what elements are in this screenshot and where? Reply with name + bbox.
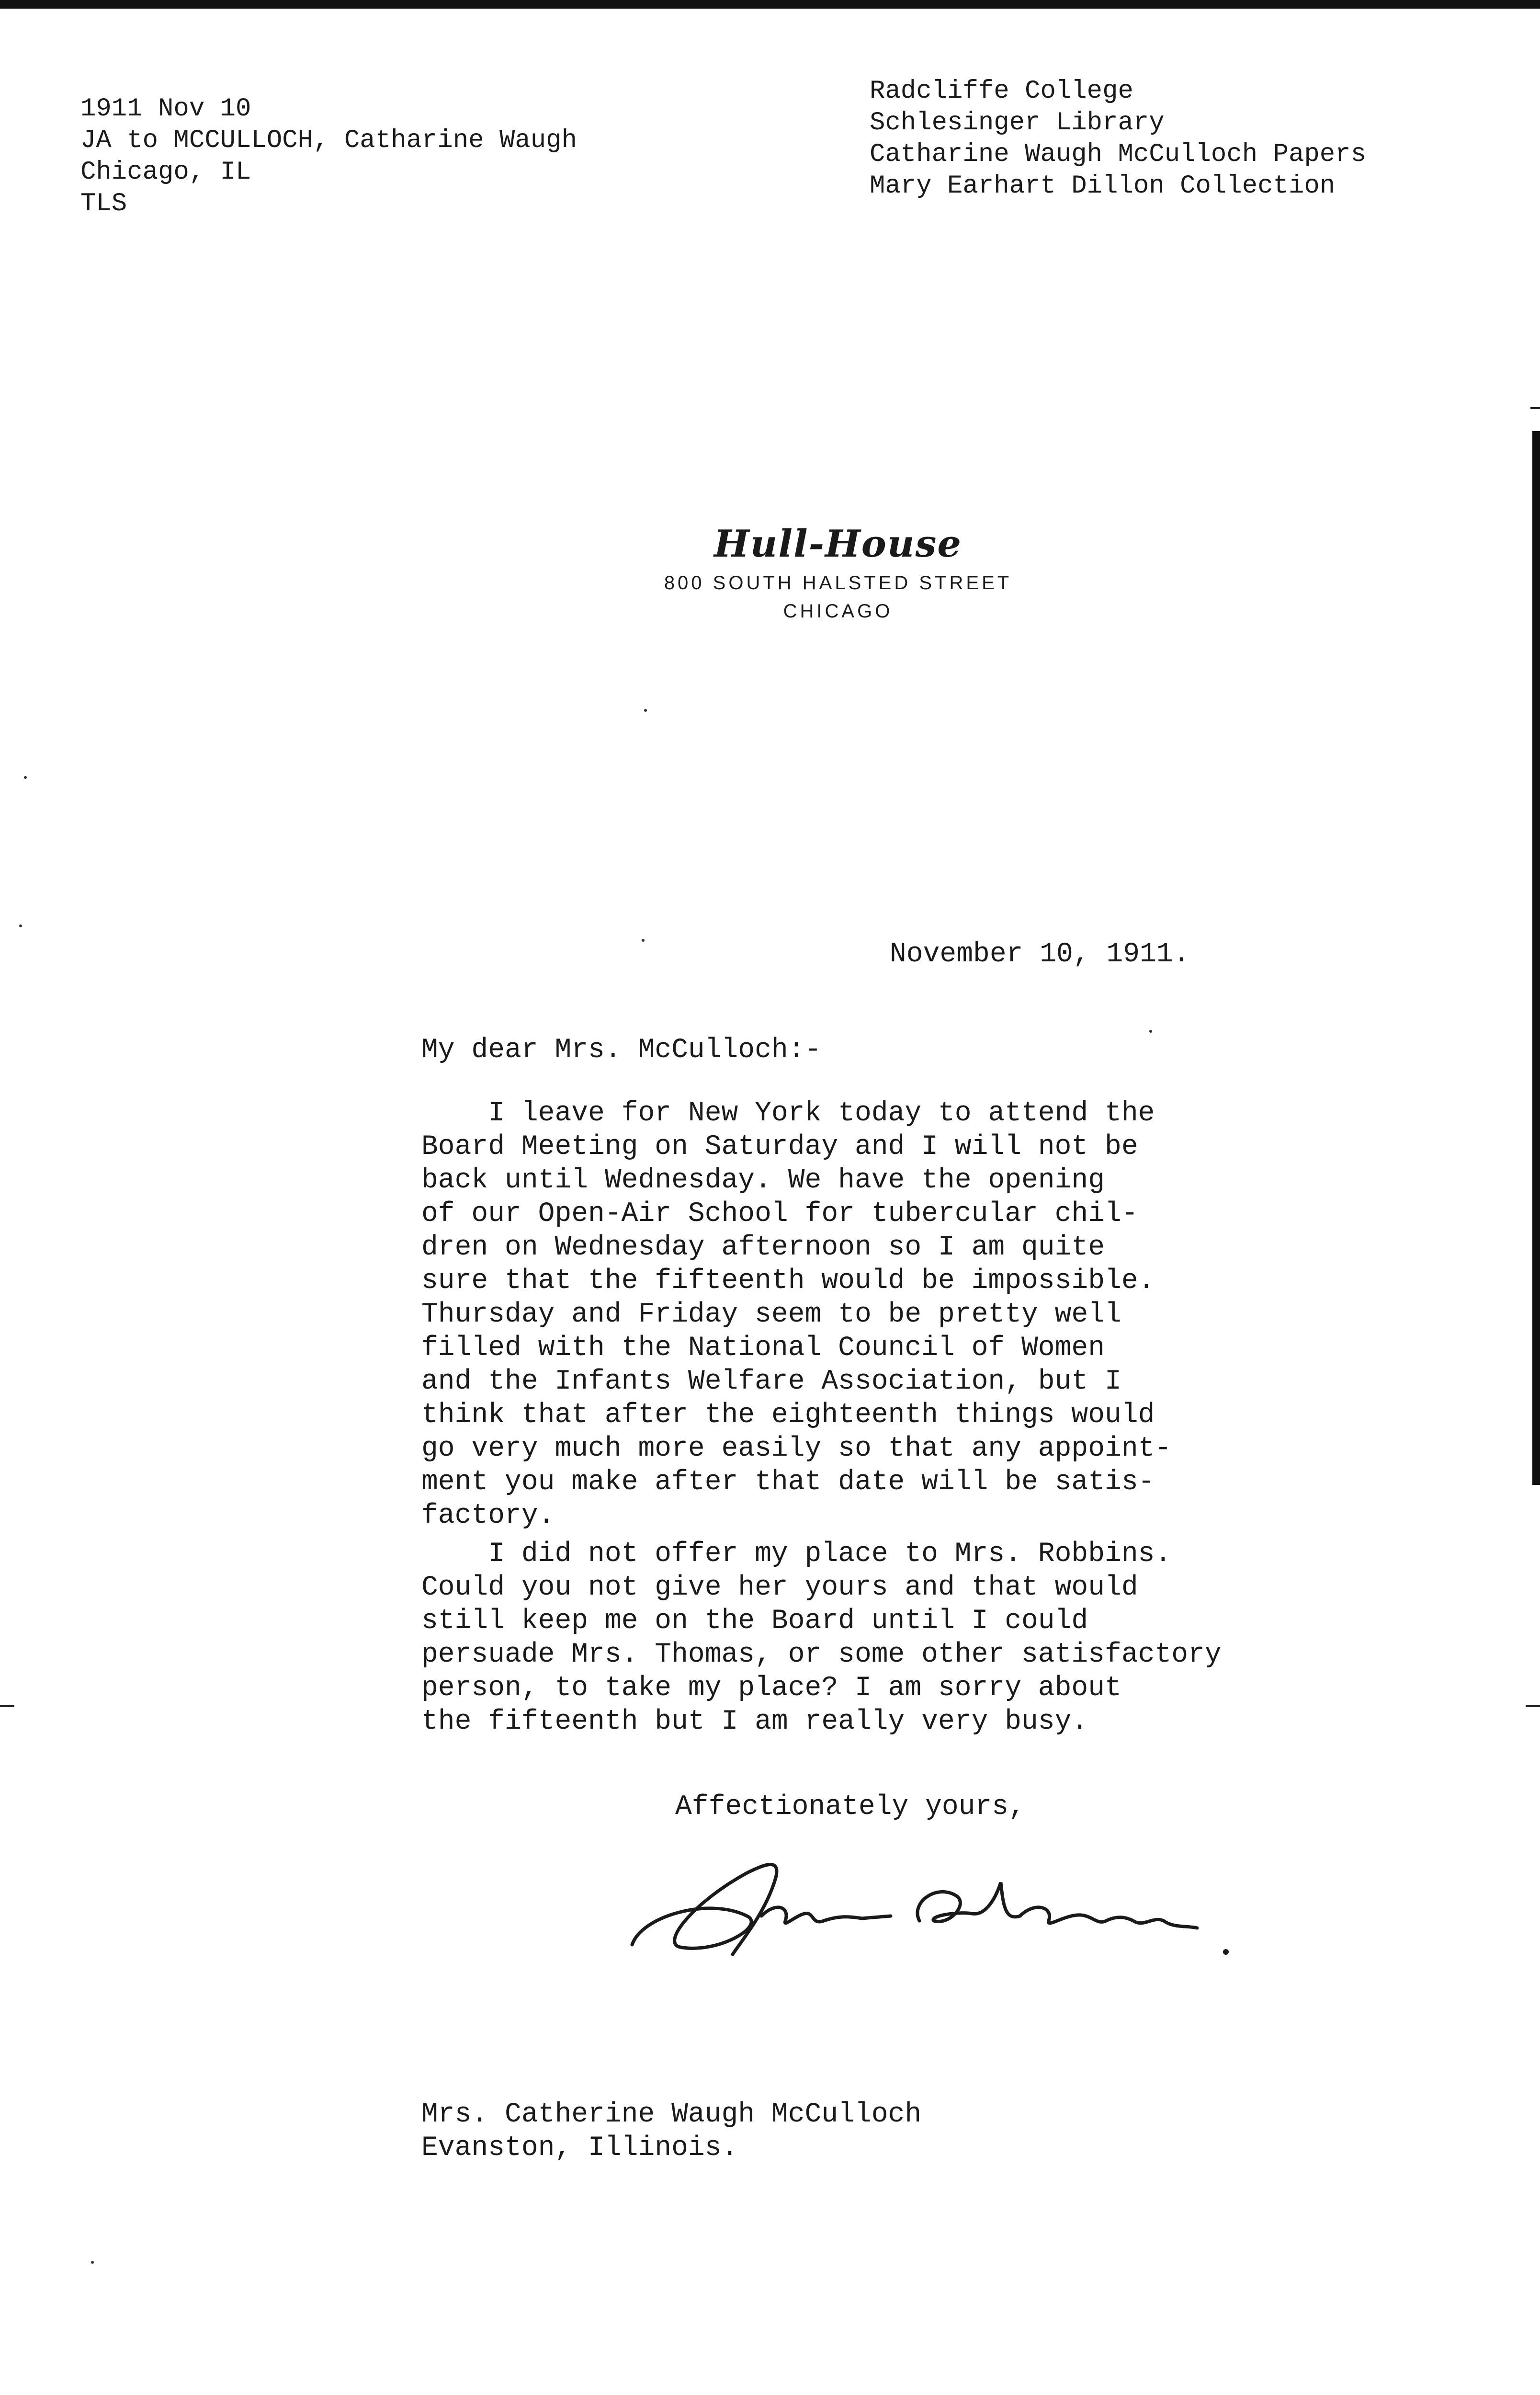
recipient-address <box>421 2098 921 2165</box>
margin-tick <box>0 1705 14 1707</box>
letterhead-name: Hull-House <box>713 522 962 566</box>
signature <box>623 1844 1269 1969</box>
body-paragraph-1: I leave for New York today to attend the Board Meeting on Saturday and I will not be back until Wednesday. We have the opening of our Open-Air School for tubercular chil- dren on Wednesday afternoon so I am quite sure that the fifteenth would be impossible. Thursday and Friday seem to be pretty well filled with the National Council of Women and the Infants Welfare Association, but I think that after the eighteenth things would go very much more easily so that any appoint- ment you make after that date will be satis- factory. <box>421 1098 1172 1531</box>
paper-speck <box>644 709 647 712</box>
recipient-name: Mrs. Catherine Waugh McCulloch <box>421 2099 922 2130</box>
citation-date: 1911 Nov 10 <box>80 94 251 124</box>
letter-date: November 10, 1911. <box>890 939 1190 970</box>
paper-speck <box>24 776 27 779</box>
archival-citation-left <box>80 93 577 220</box>
salutation: My dear Mrs. McCulloch:- <box>421 1035 822 1066</box>
paper-speck <box>1149 1030 1152 1033</box>
margin-tick <box>1530 407 1540 409</box>
citation-library: Schlesinger Library <box>870 108 1165 137</box>
letterhead-address: 800 SOUTH HALSTED STREET <box>664 572 1012 593</box>
margin-tick <box>1526 1705 1540 1707</box>
recipient-location: Evanston, Illinois. <box>421 2133 738 2164</box>
archival-citation-right <box>870 76 1366 202</box>
paper-speck <box>19 924 22 927</box>
letterhead <box>479 522 1197 622</box>
paper-speck <box>91 2261 94 2264</box>
body-paragraph-2: I did not offer my place to Mrs. Robbins. Could you not give her yours and that would still keep me on the Board until I could persuade Mrs. Thomas, or some other satisfactory person, to take my place? I am sorry about the fifteenth but I am really very busy. <box>421 1539 1222 1737</box>
citation-place: Chicago, IL <box>80 158 251 187</box>
page-top-edge <box>0 0 1540 9</box>
citation-papers: Catharine Waugh McCulloch Papers <box>870 140 1366 169</box>
closing: Affectionately yours, <box>675 1791 1025 1823</box>
citation-type: TLS <box>80 189 127 218</box>
paper-speck <box>642 939 645 942</box>
citation-correspondents: JA to MCCULLOCH, Catharine Waugh <box>80 126 577 155</box>
letterhead-city: CHICAGO <box>783 601 893 622</box>
citation-collection: Mary Earhart Dillon Collection <box>870 171 1336 201</box>
citation-institution: Radcliffe College <box>870 77 1133 106</box>
page-right-edge <box>1532 431 1540 1485</box>
